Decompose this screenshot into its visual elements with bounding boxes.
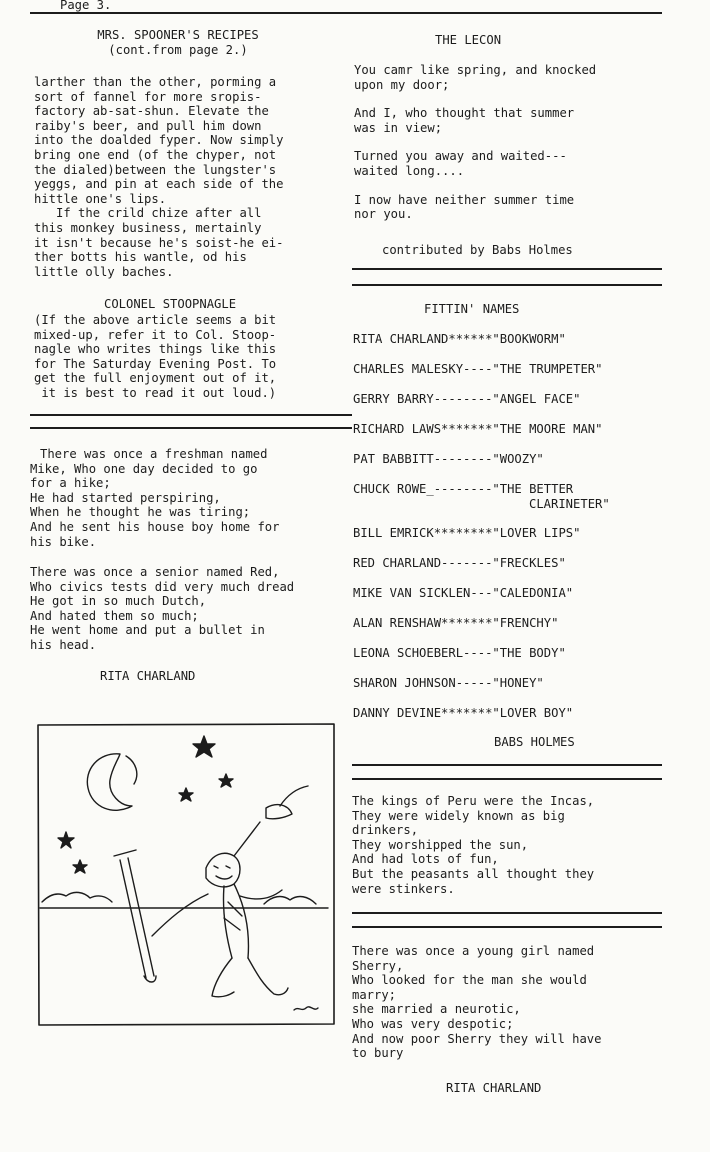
poem-line: He went home and put a bullet in	[30, 623, 265, 638]
names-entry	[353, 706, 610, 736]
sherry-line: Who looked for the man she would	[352, 973, 587, 988]
spooner-line: sort of fannel for more sropis-	[34, 89, 262, 104]
lecon-line: You camr like spring, and knocked	[354, 63, 597, 77]
spooner-line: larther than the other, porming a	[34, 75, 277, 89]
sherry-line: Sherry,	[352, 958, 404, 973]
right-divider-1a	[352, 268, 662, 270]
spooner-signature: COLONEL STOOPNAGLE	[104, 297, 237, 311]
names-entry-text: BILL EMRICK********"LOVER LIPS"	[353, 526, 581, 540]
names-entry	[353, 586, 610, 616]
right-divider-1b	[352, 284, 662, 286]
lecon-line: upon my door;	[354, 77, 450, 92]
spooner-subtitle: (cont.from page 2.)	[108, 42, 248, 57]
spooner-line: hittle one's lips.	[34, 191, 167, 206]
names-entry	[353, 362, 610, 392]
sherry-line: to bury	[352, 1046, 404, 1061]
names-title: FITTIN' NAMES	[424, 302, 520, 316]
lecon-credit: contributed by Babs Holmes	[382, 243, 573, 257]
names-entry-text: CHARLES MALESKY----"THE TRUMPETER"	[353, 362, 603, 376]
right-divider-3b	[352, 926, 662, 928]
names-entry	[353, 332, 610, 362]
sherry-line: There was once a young girl named	[352, 944, 595, 958]
left-divider-bottom	[30, 427, 352, 429]
limerick-mike	[30, 447, 279, 549]
names-entry-text: ALAN RENSHAW*******"FRENCHY"	[353, 616, 559, 630]
peru-poem	[352, 794, 594, 896]
names-entry-text: CHUCK ROWE_--------"THE BETTER	[353, 482, 574, 496]
sherry-poem	[352, 944, 601, 1061]
peru-line: They were widely known as big	[352, 808, 565, 823]
names-entry	[353, 616, 610, 646]
names-entry	[353, 526, 610, 556]
peru-line: And had lots of fun,	[352, 852, 499, 867]
poem-line: He had started perspiring,	[30, 490, 221, 505]
illustration	[36, 722, 336, 1027]
spooner-body	[34, 75, 283, 279]
poem-line: Mike, Who one day decided to go	[30, 461, 258, 476]
names-entry-text: PAT BABBITT--------"WOOZY"	[353, 452, 544, 466]
sherry-line: Who was very despotic;	[352, 1016, 514, 1031]
spooner-line: this monkey business, mertainly	[34, 220, 262, 235]
names-entry-cont: CLARINETER"	[529, 496, 610, 511]
names-entry-text: GERRY BARRY--------"ANGEL FACE"	[353, 392, 581, 406]
peru-line: were stinkers.	[352, 881, 455, 896]
names-entry-text: DANNY DEVINE*******"LOVER BOY"	[353, 706, 574, 720]
names-entry	[353, 646, 610, 676]
archer-drawing	[36, 722, 336, 1027]
spooner-line: into the doalded fyper. Now simply	[34, 133, 284, 148]
sherry-author: RITA CHARLAND	[446, 1081, 542, 1095]
right-divider-2a	[352, 764, 662, 766]
poem-line: There was once a freshman named	[40, 447, 268, 461]
names-author: BABS HOLMES	[494, 735, 575, 749]
poem-line: He got in so much Dutch,	[30, 594, 207, 609]
note-line: get the full enjoyment out of it,	[34, 371, 277, 386]
names-entry-text: MIKE VAN SICKLEN---"CALEDONIA"	[353, 586, 574, 600]
names-list	[353, 332, 610, 736]
limerick-red	[30, 565, 294, 653]
names-entry	[353, 482, 610, 526]
names-entry	[353, 392, 610, 422]
left-divider-top	[30, 414, 352, 416]
spooner-line: little olly baches.	[34, 264, 174, 279]
poem-line: And hated them so much;	[30, 608, 199, 623]
names-entry	[353, 452, 610, 482]
poem-line: Who civics tests did very much dread	[30, 579, 295, 594]
sherry-line: And now poor Sherry they will have	[352, 1031, 602, 1046]
spooner-line: it isn't because he's soist-he ei-	[34, 235, 284, 250]
poem-line: his bike.	[30, 534, 97, 549]
note-line: for The Saturday Evening Post. To	[34, 356, 277, 371]
poem-line: for a hike;	[30, 476, 111, 491]
peru-line: The kings of Peru were the Incas,	[352, 794, 595, 808]
poem-line: his head.	[30, 637, 97, 652]
spooner-title: MRS. SPOONER'S RECIPES	[97, 28, 259, 42]
lecon-line: Turned you away and waited---	[354, 149, 567, 164]
spooner-line: yeggs, and pin at each side of the	[34, 177, 284, 192]
lecon-line: I now have neither summer time	[354, 192, 575, 207]
names-entry-text: LEONA SCHOEBERL----"THE BODY"	[353, 646, 566, 660]
peru-line: They worshipped the sun,	[352, 837, 529, 852]
names-entry-text: SHARON JOHNSON-----"HONEY"	[353, 676, 544, 690]
lecon-line: waited long....	[354, 163, 465, 178]
names-entry-text: RITA CHARLAND******"BOOKWORM"	[353, 332, 566, 346]
poem-line: There was once a senior named Red,	[30, 565, 280, 579]
right-divider-2b	[352, 778, 662, 780]
sherry-line: marry;	[352, 987, 397, 1002]
lecon-poem	[354, 63, 596, 222]
spooner-line: ther botts his wantle, od his	[34, 250, 247, 265]
note-line: it is best to read it out loud.)	[34, 385, 277, 400]
spooner-section	[28, 28, 328, 57]
spooner-line: the dialed)between the lungster's	[34, 162, 277, 177]
note-line: mixed-up, refer it to Col. Stoop-	[34, 327, 277, 342]
lecon-line: nor you.	[354, 207, 413, 222]
sherry-line: she married a neurotic,	[352, 1002, 521, 1017]
spooner-line: bring one end (of the chyper, not	[34, 147, 277, 162]
spooner-note	[34, 313, 276, 401]
names-entry-text: RED CHARLAND-------"FRECKLES"	[353, 556, 566, 570]
poem-line: And he sent his house boy home for	[30, 519, 280, 534]
lecon-line: was in view;	[354, 120, 443, 135]
note-line: (If the above article seems a bit	[34, 313, 277, 327]
names-entry	[353, 556, 610, 586]
poem-line: When he thought he was tiring;	[30, 505, 251, 520]
limerick-author: RITA CHARLAND	[100, 669, 196, 683]
peru-line: But the peasants all thought they	[352, 866, 595, 881]
lecon-title: THE LECON	[435, 33, 502, 47]
spooner-line: If the crild chize after all	[34, 206, 262, 221]
names-entry-text: RICHARD LAWS*******"THE MOORE MAN"	[353, 422, 603, 436]
right-divider-3a	[352, 912, 662, 914]
spooner-line: factory ab-sat-shun. Elevate the	[34, 104, 269, 119]
spooner-line: raiby's beer, and pull him down	[34, 118, 262, 133]
note-line: nagle who writes things like this	[34, 342, 277, 357]
names-entry	[353, 676, 610, 706]
lecon-line: And I, who thought that summer	[354, 106, 575, 121]
names-entry	[353, 422, 610, 452]
header-rule	[30, 12, 662, 14]
page-number: Page 3.	[60, 0, 112, 12]
peru-line: drinkers,	[352, 823, 419, 838]
